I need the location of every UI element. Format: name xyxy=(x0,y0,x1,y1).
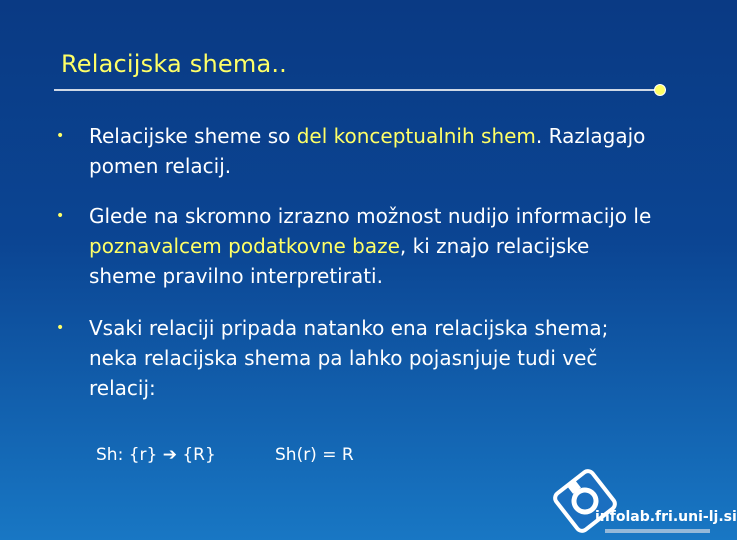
bullet-highlight: del konceptualnih shem xyxy=(296,124,536,148)
rule-end-dot xyxy=(654,84,666,96)
bullet-item xyxy=(56,201,656,291)
title-rule xyxy=(54,89,658,91)
bullet-highlight: poznavalcem podatkovne baze xyxy=(89,234,400,258)
bullet-marker: • xyxy=(56,128,65,144)
bullet-item xyxy=(56,121,656,181)
bullet-text-part: Vsaki relaciji pripada natanko ena relacijska shema; neka relacijska shema pa lahko pojasnjuje tudi več relacij: xyxy=(89,316,609,400)
slide-title: Relacijska shema.. xyxy=(61,50,288,78)
bullet-text xyxy=(89,313,656,403)
bullet-text-part: Glede na skromno izrazno možnost nudijo informacijo le xyxy=(89,204,652,228)
bullet-marker: • xyxy=(56,320,65,336)
bullet-item xyxy=(56,313,656,403)
bullet-text xyxy=(89,121,656,181)
formula-function: Sh(r) = R xyxy=(275,445,354,465)
bullet-text-part: . Razlagajo pomen relacij. xyxy=(89,124,646,178)
logo-subline xyxy=(605,529,710,533)
bullet-marker: • xyxy=(56,208,65,224)
logo-mark-icon xyxy=(547,463,623,539)
bullet-text-part: , ki znajo relacijske sheme pravilno interpretirati. xyxy=(89,234,590,288)
bullet-text xyxy=(89,201,656,291)
logo-text: infolab.fri.uni-lj.si xyxy=(595,509,737,525)
bullet-text-part: Relacijske sheme so xyxy=(89,124,297,148)
formula-mapping: Sh: {r} ➔ {R} xyxy=(96,445,216,465)
